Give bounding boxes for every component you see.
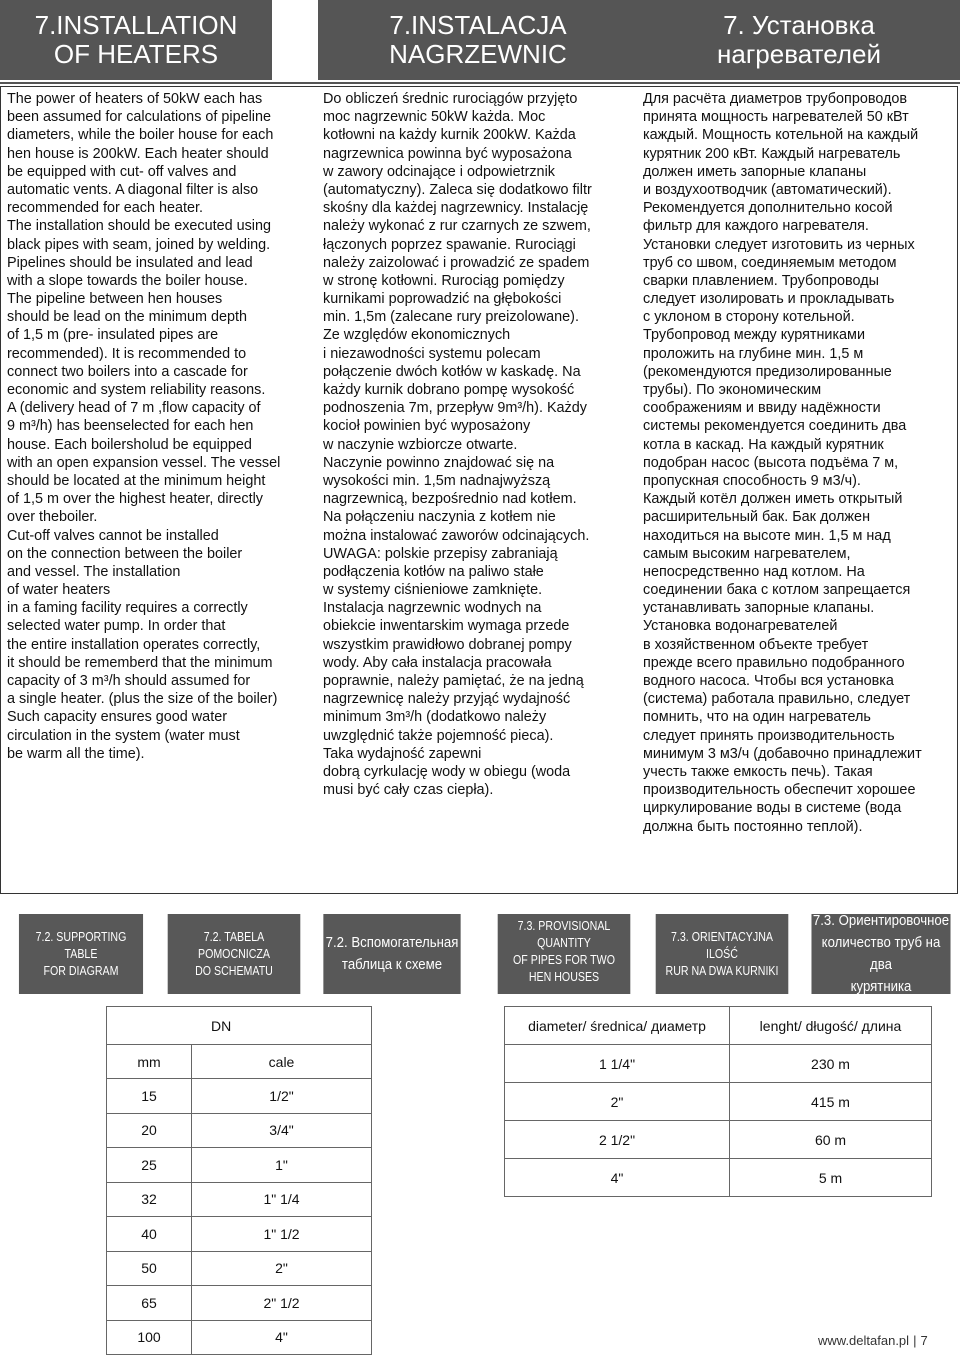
text-line: hen house is 200kW. Each heater should xyxy=(7,145,269,162)
text-line: производительность обеспечит хорошее xyxy=(643,782,916,799)
text-line: nagrzewnica powinna być wyposażona xyxy=(323,145,572,162)
text-line: (automatyczny). Zaleca się dodatkowo filtr xyxy=(323,181,592,198)
text-line: musi być cały czas ciepła). xyxy=(323,782,494,799)
tab-pipe-quantity-pl xyxy=(656,914,789,994)
header-english xyxy=(0,0,272,80)
text-line: Установки следует изготовить из черных xyxy=(643,236,915,253)
table-cell: 1/2" xyxy=(192,1079,372,1114)
table-row xyxy=(107,1148,372,1183)
header-russian-line2: нагревателей xyxy=(717,39,881,69)
dn-title: DN xyxy=(107,1007,372,1045)
text-line: The power of heaters of 50kW each has xyxy=(7,91,263,107)
text-line: should be located at the minimum height xyxy=(7,472,266,489)
header-english-line2: OF HEATERS xyxy=(53,39,219,69)
text-line: пропускная способность 9 м3/ч). xyxy=(643,472,861,489)
text-line: should be lead on the minimum depth xyxy=(7,309,247,326)
header-polish-line1: 7.INSTALACJA xyxy=(389,10,567,40)
footer xyxy=(818,1333,928,1348)
header-divider xyxy=(0,82,960,84)
table-row xyxy=(107,1113,372,1148)
tab-line: OF PIPES FOR TWO xyxy=(513,953,615,967)
table-cell: 5 m xyxy=(730,1159,932,1197)
tab-line: DO SCHEMATU xyxy=(195,963,273,978)
text-line: котла в каскад. На каждый курятник xyxy=(643,436,884,453)
tab-line: курятника xyxy=(850,978,912,995)
table-row xyxy=(107,1251,372,1286)
text-line: фильтр для каждого нагревателя. xyxy=(643,218,869,235)
header-russian-line1: 7. Установка xyxy=(723,10,875,40)
tab-pipe-quantity-ru xyxy=(811,914,950,994)
text-column-english xyxy=(7,90,317,763)
text-line: house. Each boilersholud be equipped xyxy=(7,436,252,453)
text-line: The pipeline between hen houses xyxy=(7,291,223,308)
text-line: obiekcie inwentarskim wymaga przede xyxy=(323,618,570,635)
text-line: трубы). По экономическим xyxy=(643,382,822,398)
text-line: 9 m³/h) has beenselected for each hen xyxy=(7,418,254,435)
text-line: wody. Aby cała instalacja pracowała xyxy=(323,654,552,671)
text-line: w zawory odcinające i odpowietrznik xyxy=(323,163,555,180)
text-line: устанавливать запорные клапаны. xyxy=(643,600,875,617)
text-line: Трубопровод между курятниками xyxy=(643,327,865,344)
text-line: automatic vents. A diagonal filter is also xyxy=(7,181,259,198)
text-column-polish xyxy=(323,90,635,799)
text-line: w naczynie wzbiorcze otwarte. xyxy=(323,436,518,453)
table-cell: 15 xyxy=(107,1079,192,1114)
tab-supporting-table-pl xyxy=(168,914,301,994)
text-line: w systemy ciśnieniowe zamknięte. xyxy=(323,582,543,599)
text-line: системы рекомендуется соединить два xyxy=(643,418,907,435)
tab-supporting-table-en xyxy=(19,914,143,994)
text-line: The installation should be executed using xyxy=(7,218,272,235)
text-line: kotłowni na każdy kurnik 200kW. Każda xyxy=(323,127,576,144)
dn-header-cale: cale xyxy=(192,1045,372,1079)
header-english-line1: 7.INSTALLATION xyxy=(34,10,238,40)
tab-line: 7.3. ORIENTACYJNA ILOŚĆ xyxy=(671,929,773,961)
table-cell: 1" 1/4 xyxy=(192,1182,372,1217)
text-line: Для расчёта диаметров трубопроводов xyxy=(643,91,908,107)
text-line: соображениям и ввиду надёжности xyxy=(643,400,881,417)
text-line: circulation in the system (water must xyxy=(7,727,240,744)
table-cell: 415 m xyxy=(730,1083,932,1121)
text-line: of 1,5 m (pre- insulated pipes are xyxy=(7,327,219,344)
pipe-table-body xyxy=(505,1045,932,1197)
table-row xyxy=(107,1079,372,1114)
text-line: следует принять производительность xyxy=(643,727,895,744)
table-cell: 2 1/2" xyxy=(505,1121,730,1159)
tab-supporting-table-ru xyxy=(323,914,460,994)
table-row xyxy=(107,1286,372,1321)
text-line: циркулирование воды в системе (вода xyxy=(643,800,902,817)
tab-line: таблица к схеме xyxy=(341,956,443,973)
text-line: należy zaizolować i prowadzić ze spadem xyxy=(323,254,590,271)
text-line: and vessel. The installation xyxy=(7,563,181,580)
tab-line: 7.2. TABELA POMOCNICZA xyxy=(197,929,271,961)
text-line: wszystkim prawidłowo dobranej pompy xyxy=(323,636,572,653)
table-row xyxy=(505,1083,932,1121)
text-line: każdy kurnik dobrano pompę wysokość xyxy=(323,382,575,398)
text-line: принята мощность нагревателей 50 кВт xyxy=(643,109,909,126)
text-line: и воздухоотводчик (автоматический). xyxy=(643,181,892,198)
table-row xyxy=(107,1217,372,1252)
pipe-header-length: lenght/ długość/ длина xyxy=(730,1007,932,1045)
footer-separator: | xyxy=(913,1333,917,1348)
text-line: połączenie dwóch kotłów w kaskadę. Na xyxy=(323,363,581,380)
text-line: with a slope towards the boiler house. xyxy=(7,272,248,289)
text-line: расширительный бак. Бак должен xyxy=(643,509,871,526)
text-line: Установка водонагревателей xyxy=(643,618,838,635)
table-cell: 2" 1/2 xyxy=(192,1286,372,1321)
table-cell: 2" xyxy=(505,1083,730,1121)
text-line: nagrzewnicą, bezpośrednio nad kotłem. xyxy=(323,491,577,508)
text-line: poprawnie, należy pamiętać, że na jedną xyxy=(323,673,584,689)
text-line: самым высоким нагревателем, xyxy=(643,545,851,562)
text-line: находиться на высоте мин. 1,5 м над xyxy=(643,527,891,544)
text-line: следует изолировать и прокладывать xyxy=(643,291,895,308)
table-cell: 4" xyxy=(505,1159,730,1197)
text-line: black pipes with seam, joined by welding. xyxy=(7,236,271,253)
text-line: on the connection between the boiler xyxy=(7,545,243,562)
text-line: должна быть постоянно теплой). xyxy=(643,818,863,835)
text-line: труб со швом, соединяемым методом xyxy=(643,254,897,271)
table-cell: 25 xyxy=(107,1148,192,1183)
text-line: podłączenia kotłów na paliwo stałe xyxy=(323,563,544,580)
text-line: be warm all the time). xyxy=(7,745,145,762)
text-line: connect two boilers into a cascade for xyxy=(7,363,248,380)
tab-line: 7.2. Вспомогательная xyxy=(325,934,459,951)
text-line: selected water pump. In order that xyxy=(7,618,226,635)
text-line: минимум 3 м3/ч (добавочно принадлежит xyxy=(643,745,922,762)
text-line: Рекомендуется дополнительно косой xyxy=(643,200,893,217)
table-cell: 40 xyxy=(107,1217,192,1252)
text-line: водного насоса. Чтобы вся установка xyxy=(643,673,894,689)
text-line: należy wykonać z rur czarnych ze szwem, xyxy=(323,218,591,235)
text-line: Ze względów ekonomicznych xyxy=(323,327,511,344)
table-cell: 4" xyxy=(192,1320,372,1355)
table-row xyxy=(505,1159,932,1197)
table-row xyxy=(107,1320,372,1355)
text-line: помнить, что на один нагреватель xyxy=(643,709,871,726)
text-line: in a faming facility requires a correctly xyxy=(7,600,248,617)
header-polish-line2: NAGRZEWNIC xyxy=(389,39,567,69)
text-line: подобран насос (высота подъёма 7 м, xyxy=(643,454,899,471)
table-cell: 20 xyxy=(107,1113,192,1148)
text-line: A (delivery head of 7 m ,flow capacity of xyxy=(7,400,261,417)
footer-website-link[interactable]: www.deltafan.pl xyxy=(818,1333,910,1348)
text-line: recommended). It is recommended to xyxy=(7,345,247,362)
text-line: Каждый котёл должен иметь открытый xyxy=(643,491,903,508)
table-cell: 3/4" xyxy=(192,1113,372,1148)
text-line: moc nagrzewnic 50kW każda. Moc xyxy=(323,109,546,126)
text-line: (система) работала правильно, следует xyxy=(643,691,911,708)
text-line: с уклоном в сторону котельной. xyxy=(643,309,855,326)
text-line: nagrzewnicę należy przyjąć wydajność xyxy=(323,691,571,708)
text-line: i niezawodności systemu polecam xyxy=(323,345,541,362)
text-line: сварки плавлением. Трубопроводы xyxy=(643,272,879,289)
pipe-quantity-table xyxy=(504,1006,932,1197)
tab-line: 7.3. Ориентировочное xyxy=(812,912,950,929)
text-line: непосредственно над котлом. На xyxy=(643,563,865,580)
text-line: Cut-off valves cannot be installed xyxy=(7,527,219,544)
text-line: dobrą cyrkulację wody w obiegu (woda xyxy=(323,763,571,780)
text-line: it should be rememberd that the minimum xyxy=(7,654,273,671)
text-line: каждый. Мощность котельной на каждый xyxy=(643,127,919,144)
text-line: of water heaters xyxy=(7,582,111,599)
text-line: uwzględnić także pojemność pieca). xyxy=(323,727,554,744)
table-cell: 60 m xyxy=(730,1121,932,1159)
text-line: учесть также емкость печь). Такая xyxy=(643,763,873,780)
text-line: podnoszenia 7m, przepływ 9m³/h). Każdy xyxy=(323,400,587,417)
text-line: курятник 200 кВт. Каждый нагреватель xyxy=(643,145,901,162)
table-cell: 1 1/4" xyxy=(505,1045,730,1083)
dn-table-header-row xyxy=(107,1045,372,1079)
table-row xyxy=(505,1045,932,1083)
text-line: minimum 3m³/h (dodatkowo należy xyxy=(323,709,547,726)
header-polish xyxy=(318,0,638,80)
text-line: Pipelines should be insulated and lead xyxy=(7,254,253,271)
text-line: прежде всего правильно подобранного xyxy=(643,654,905,671)
tab-line: HEN HOUSES xyxy=(528,970,600,984)
table-cell: 2" xyxy=(192,1251,372,1286)
text-line: Taka wydajność zapewni xyxy=(323,745,482,762)
tab-pipe-quantity-en xyxy=(498,914,631,994)
text-line: kocioł powinien być wyposażony xyxy=(323,418,531,435)
text-line: соединении бака с котлом запрещается xyxy=(643,582,911,599)
tab-line: RUR NA DWA KURNIKI xyxy=(665,963,779,978)
text-line: economic and system reliability reasons. xyxy=(7,382,266,398)
tab-line: 7.2. SUPPORTING TABLE xyxy=(35,929,127,961)
text-line: of 1,5 m over the highest heater, directly xyxy=(7,491,263,508)
table-cell: 65 xyxy=(107,1286,192,1321)
table-cell: 50 xyxy=(107,1251,192,1286)
text-line: Na połączeniu naczynia z kotłem nie xyxy=(323,509,556,526)
text-line: można instalować zaworów odcinających. xyxy=(323,527,590,544)
text-line: Instalacja nagrzewnic wodnych na xyxy=(323,600,542,617)
text-line: в хозяйственном объекте требует xyxy=(643,636,869,653)
text-line: łączonych poprzez spawanie. Rurociągi xyxy=(323,236,576,253)
table-cell: 1" 1/2 xyxy=(192,1217,372,1252)
text-line: UWAGA: polskie przepisy zabraniają xyxy=(323,545,558,562)
text-line: a single heater. (plus the size of the boiler) xyxy=(7,691,278,708)
text-line: Do obliczeń średnic rurociągów przyjęto xyxy=(323,91,578,107)
text-line: diameters, while the boiler house for each xyxy=(7,127,274,144)
text-line: kurnikami poprowadzić na głębokości xyxy=(323,291,562,308)
table-cell: 100 xyxy=(107,1320,192,1355)
text-line: recommended for each heater. xyxy=(7,200,203,217)
text-line: wysokości min. 1,5m nadnajwyższą xyxy=(323,472,551,489)
table-row xyxy=(107,1182,372,1217)
table-cell: 32 xyxy=(107,1182,192,1217)
text-line: min. 1,5m (zalecane rury preizolowane). xyxy=(323,309,579,326)
tab-line: количество труб на два xyxy=(821,934,941,973)
text-column-russian xyxy=(643,90,958,836)
text-line: Naczynie powinno znajdować się na xyxy=(323,454,555,471)
text-line: проложить на глубине мин. 1,5 м xyxy=(643,345,864,362)
header-russian xyxy=(638,0,960,80)
table-cell: 230 m xyxy=(730,1045,932,1083)
text-line: be equipped with cut- off valves and xyxy=(7,163,237,180)
dn-table-body xyxy=(107,1079,372,1355)
text-line: the entire installation operates correctly, xyxy=(7,636,261,653)
pipe-table-header-row xyxy=(505,1007,932,1045)
text-line: over theboiler. xyxy=(7,509,98,526)
text-line: capacity of 3 m³/h should assumed for xyxy=(7,673,251,689)
text-line: (рекомендуются предизолированные xyxy=(643,363,892,380)
text-line: Such capacity ensures good water xyxy=(7,709,227,726)
pipe-header-diameter: diameter/ średnica/ диаметр xyxy=(505,1007,730,1045)
tab-line: FOR DIAGRAM xyxy=(43,963,119,978)
text-line: должен иметь запорные клапаны xyxy=(643,163,867,180)
dn-table-title-row xyxy=(107,1007,372,1045)
footer-page-number: 7 xyxy=(920,1333,928,1348)
table-cell: 1" xyxy=(192,1148,372,1183)
tab-line: 7.3. PROVISIONAL QUANTITY xyxy=(517,919,611,950)
dn-table xyxy=(106,1006,372,1355)
text-line: with an open expansion vessel. The vessel xyxy=(7,454,281,471)
dn-header-mm: mm xyxy=(107,1045,192,1079)
text-line: w stronę kotłowni. Rurociąg pomiędzy xyxy=(323,272,565,289)
text-line: been assumed for calculations of pipeline xyxy=(7,109,271,126)
text-line: skośny dla każdej nagrzewnicy. Instalację xyxy=(323,200,589,217)
table-row xyxy=(505,1121,932,1159)
